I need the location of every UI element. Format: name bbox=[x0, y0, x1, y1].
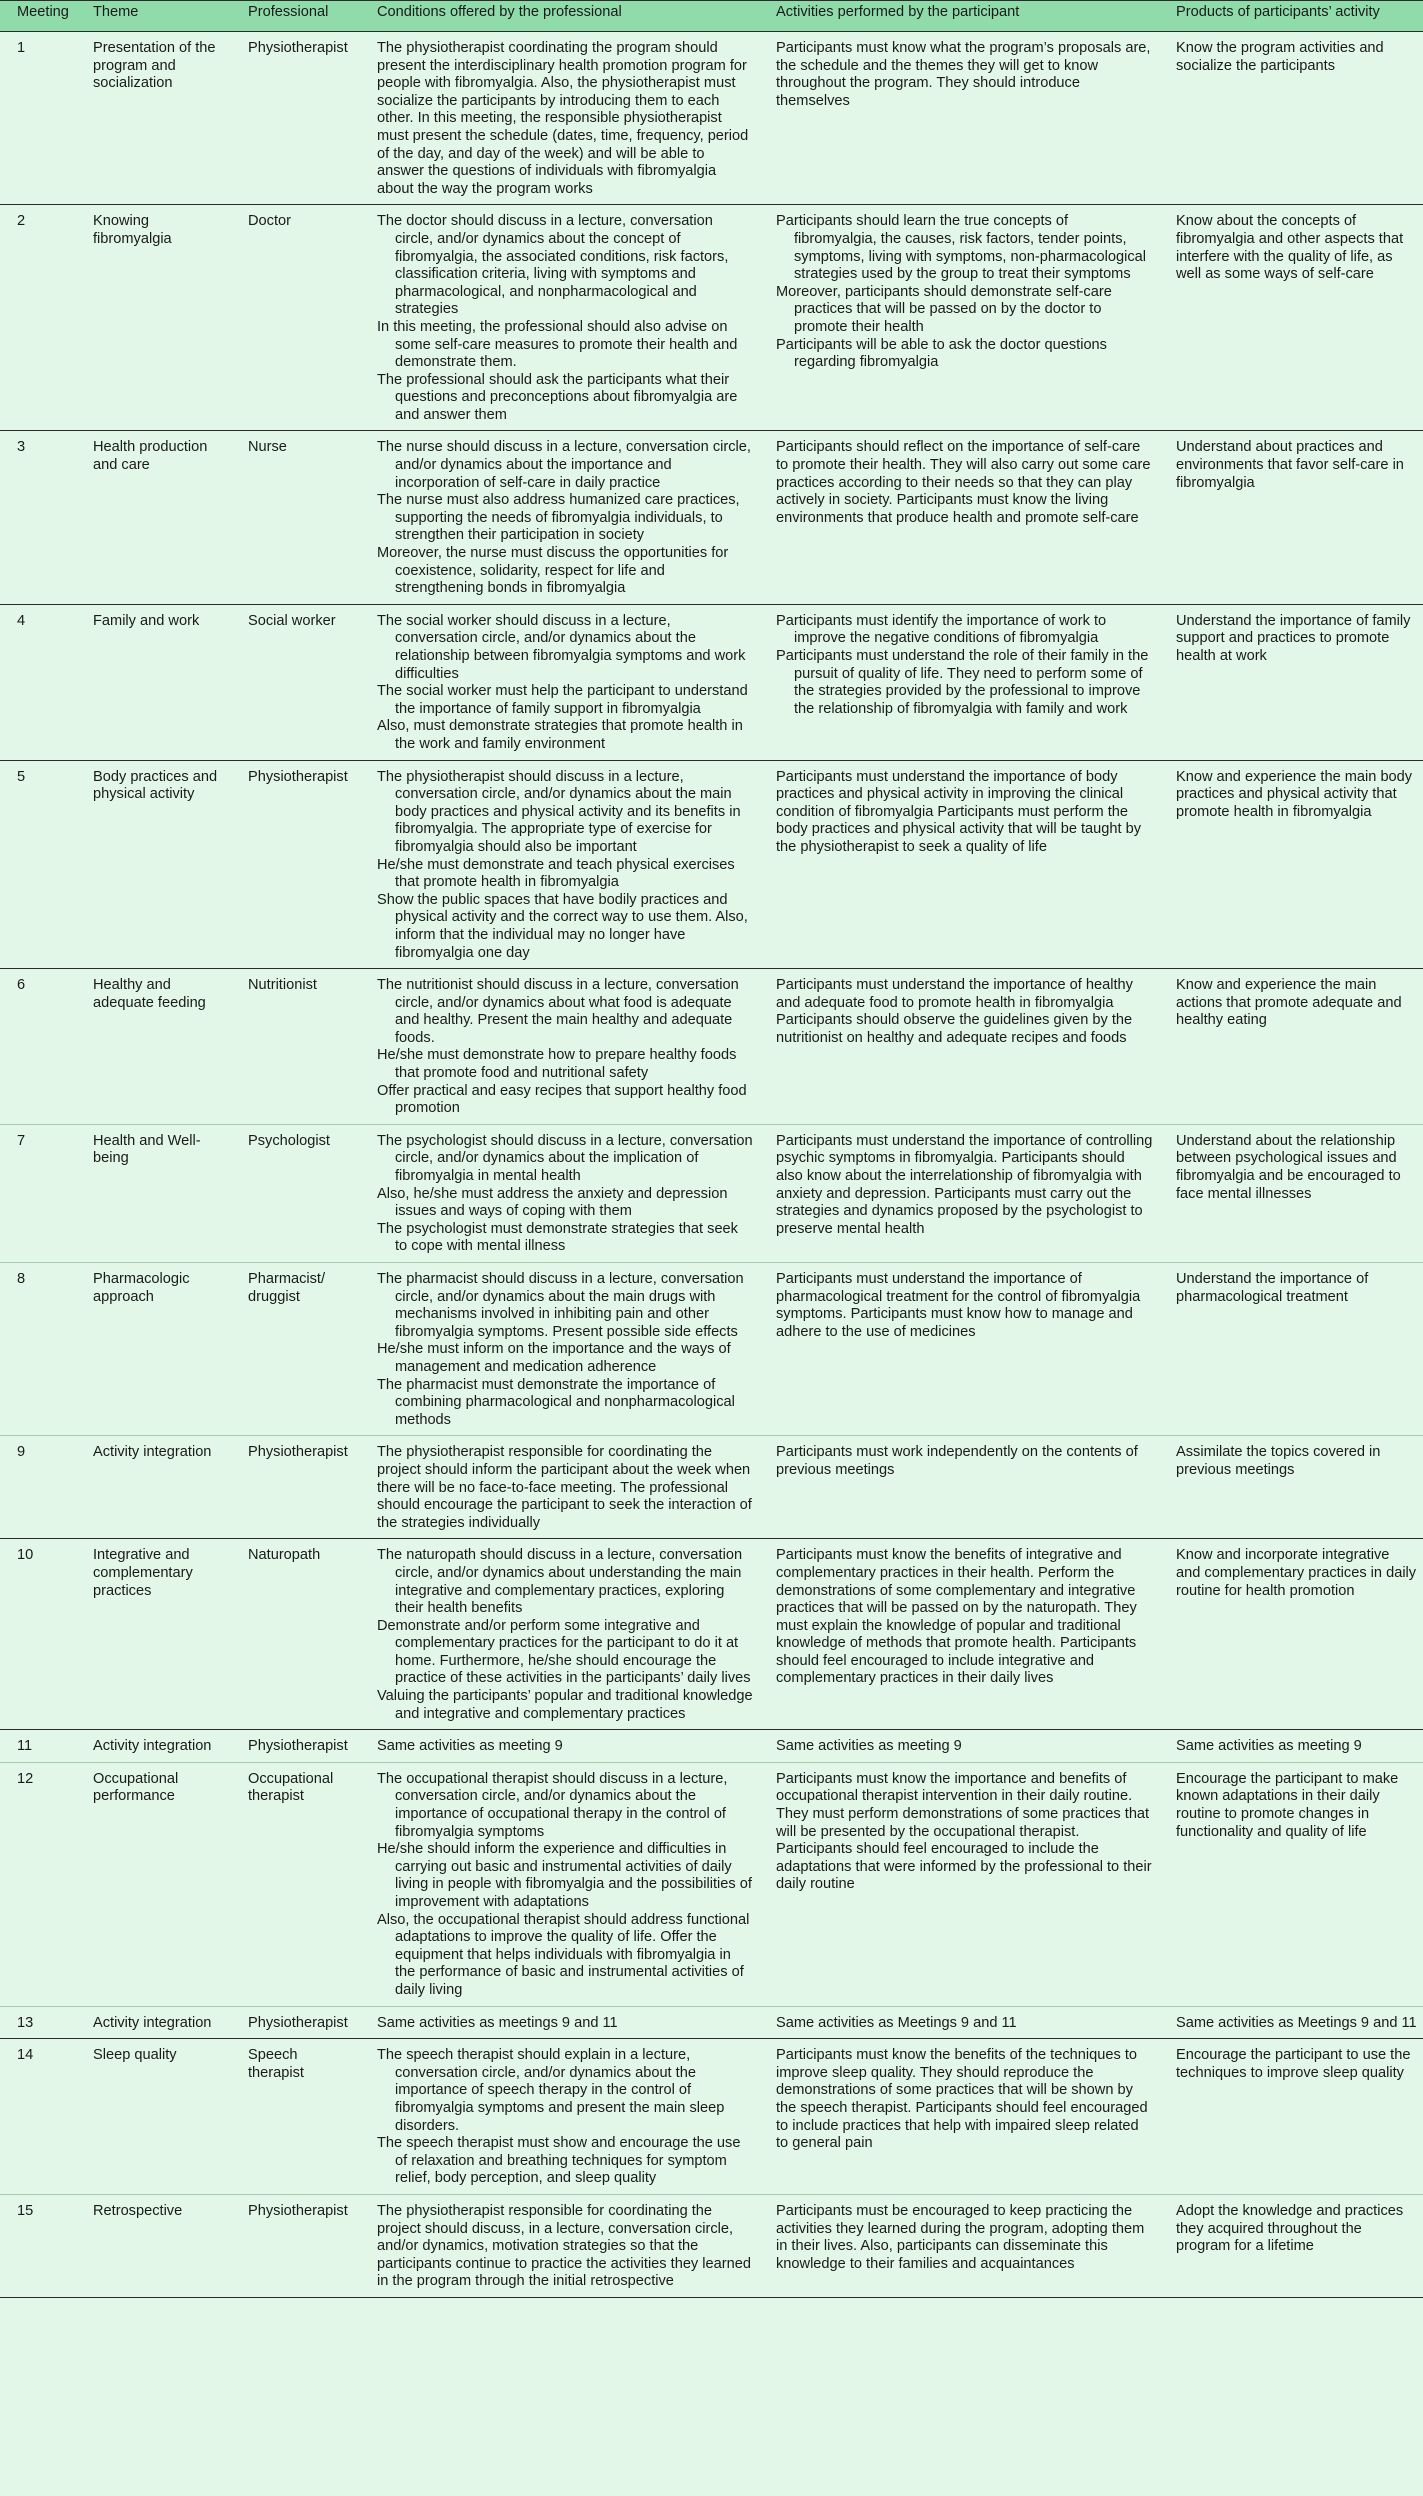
conditions-cell bbox=[360, 1539, 759, 1730]
conditions-cell-paragraph: He/she must demonstrate and teach physical exercises that promote health in fibromyalgia bbox=[377, 856, 735, 891]
products-cell: Encourage the participant to use the techniques to improve sleep quality bbox=[1159, 2039, 1423, 2195]
header-products: Products of participants’ activity bbox=[1159, 1, 1423, 32]
activities-cell bbox=[759, 1539, 1159, 1730]
professional-cell: Physiotherapist bbox=[231, 1436, 360, 1539]
activities-cell-paragraph: Participants must work independently on the contents of previous meetings bbox=[776, 1444, 1138, 1478]
meeting-number: 12 bbox=[0, 1762, 76, 2006]
meeting-number: 8 bbox=[0, 1263, 76, 1436]
meeting-number: 11 bbox=[0, 1730, 76, 1763]
meeting-number: 7 bbox=[0, 1124, 76, 1262]
professional-cell: Speech therapist bbox=[231, 2039, 360, 2195]
conditions-cell bbox=[360, 1730, 759, 1763]
conditions-cell-paragraph: Also, must demonstrate strategies that promote health in the work and family environment bbox=[377, 718, 743, 752]
table-row bbox=[0, 1436, 1423, 1539]
products-cell: Encourage the participant to make known adaptations in their daily routine to promote changes in functionality and quality of life bbox=[1159, 1762, 1423, 2006]
header-conditions: Conditions offered by the professional bbox=[360, 1, 759, 32]
conditions-cell-paragraph: The social worker should discuss in a lecture, conversation circle, and/or dynamics about the relationship between fibromyalgia symptoms and work difficulties bbox=[377, 612, 746, 682]
conditions-cell bbox=[360, 2194, 759, 2297]
theme-cell: Integrative and complementary practices bbox=[76, 1539, 231, 1730]
products-cell: Understand about the relationship between psychological issues and fibromyalgia and be encouraged to face mental illnesses bbox=[1159, 1124, 1423, 1262]
conditions-cell bbox=[360, 32, 759, 205]
header-meeting: Meeting bbox=[0, 1, 76, 32]
conditions-cell-paragraph: Moreover, the nurse must discuss the opportunities for coexistence, solidarity, respect for life and strengthening bonds in fibromyalgia bbox=[377, 545, 729, 597]
conditions-cell-paragraph: The social worker must help the participant to understand the importance of family support in fibromyalgia bbox=[377, 683, 748, 717]
table-row bbox=[0, 1124, 1423, 1262]
table-row bbox=[0, 1539, 1423, 1730]
conditions-cell-paragraph: He/she should inform the experience and difficulties in carrying out basic and instrumental activities of daily living in people with fibromyalgia and the possibilities of improvement with adaptations bbox=[377, 1841, 752, 1910]
products-cell: Know about the concepts of fibromyalgia and other aspects that interfere with the quality of life, as well as some ways of self-care bbox=[1159, 205, 1423, 431]
conditions-cell-paragraph: The speech therapist should explain in a lecture, conversation circle, and/or dynamics about the importance of speech therapy in the control of fibromyalgia symptoms and present the main sleep disorders. bbox=[377, 2047, 725, 2134]
conditions-cell bbox=[360, 2039, 759, 2195]
activities-cell-paragraph: Same activities as meeting 9 bbox=[776, 1738, 962, 1755]
theme-cell: Occupational performance bbox=[76, 1762, 231, 2006]
activities-cell bbox=[759, 32, 1159, 205]
meeting-number: 14 bbox=[0, 2039, 76, 2195]
activities-cell-paragraph: Participants must be encouraged to keep practicing the activities they learned during the program, adopting them in their lives. Also, participants can disseminate this knowledge to their families and acquaintances bbox=[776, 2202, 1145, 2272]
activities-cell bbox=[759, 205, 1159, 431]
professional-cell: Nutritionist bbox=[231, 969, 360, 1125]
theme-cell: Knowing fibromyalgia bbox=[76, 205, 231, 431]
conditions-cell bbox=[360, 1762, 759, 2006]
professional-cell: Psychologist bbox=[231, 1124, 360, 1262]
table-header-row bbox=[0, 1, 1423, 32]
conditions-cell-paragraph: Also, he/she must address the anxiety and depression issues and ways of coping with them bbox=[377, 1185, 728, 1220]
conditions-cell-paragraph: The nurse must also address humanized care practices, supporting the needs of fibromyalgia individuals, to strengthen their participation in society bbox=[377, 492, 740, 544]
meeting-number: 13 bbox=[0, 2006, 76, 2039]
table-row bbox=[0, 32, 1423, 205]
conditions-cell-paragraph: The pharmacist should discuss in a lecture, conversation circle, and/or dynamics about the main drugs with mechanisms involved in inhibiting pain and other fibromyalgia symptoms. Present possible side effects bbox=[377, 1271, 744, 1340]
activities-cell-paragraph: Participants must know the benefits of integrative and complementary practices in their health. Perform the demonstrations of some complementary and integrative practices that will be passed on by the naturopath. They must explain the knowledge of popular and traditional knowledge of methods that promote health. Participants should feel encouraged to include integrative and complementary practices in their daily lives bbox=[776, 1547, 1137, 1687]
meeting-number: 9 bbox=[0, 1436, 76, 1539]
table-row bbox=[0, 2194, 1423, 2297]
meeting-number: 3 bbox=[0, 431, 76, 604]
products-cell: Know and incorporate integrative and complementary practices in daily routine for health promotion bbox=[1159, 1539, 1423, 1730]
theme-cell: Healthy and adequate feeding bbox=[76, 969, 231, 1125]
activities-cell bbox=[759, 1762, 1159, 2006]
conditions-cell-paragraph: The physiotherapist coordinating the program should present the interdisciplinary health promotion program for people with fibromyalgia. Also, the physiotherapist must socialize the participants by introducing them to each other. In this meeting, the responsible physiotherapist must present the schedule (dates, time, frequency, period of the day, and day of the week) and will be able to answer the questions of individuals with fibromyalgia about the way the program works bbox=[377, 40, 749, 197]
table-body bbox=[0, 32, 1423, 2298]
professional-cell: Physiotherapist bbox=[231, 32, 360, 205]
activities-cell-paragraph: Participants must understand the importance of healthy and adequate food to promote health in fibromyalgia Participants should observe the guidelines given by the nutritionist on healthy and adequate recipes and foods bbox=[776, 977, 1133, 1046]
conditions-cell bbox=[360, 1436, 759, 1539]
activities-cell-paragraph: Moreover, participants should demonstrate self-care practices that will be passed on by the doctor to promote their health bbox=[776, 283, 1112, 335]
activities-cell bbox=[759, 1124, 1159, 1262]
conditions-cell-paragraph: Show the public spaces that have bodily practices and physical activity and the correct way to use them. Also, inform that the individual may no longer have fibromyalgia one day bbox=[377, 891, 748, 961]
table-row bbox=[0, 431, 1423, 604]
header-activities: Activities performed by the participant bbox=[759, 1, 1159, 32]
conditions-cell-paragraph: Same activities as meeting 9 bbox=[377, 1738, 563, 1755]
conditions-cell-paragraph: He/she must demonstrate how to prepare healthy foods that promote food and nutritional safety bbox=[377, 1047, 737, 1082]
conditions-cell-paragraph: The professional should ask the participants what their questions and preconceptions about fibromyalgia are and answer them bbox=[377, 371, 738, 423]
professional-cell: Naturopath bbox=[231, 1539, 360, 1730]
conditions-cell-paragraph: Also, the occupational therapist should address functional adaptations to improve the quality of life. Offer the equipment that helps individuals with fibromyalgia in the performance of basic and instrumental activities of daily living bbox=[377, 1911, 750, 1998]
meeting-number: 10 bbox=[0, 1539, 76, 1730]
table-row bbox=[0, 760, 1423, 969]
activities-cell bbox=[759, 1436, 1159, 1539]
conditions-cell bbox=[360, 969, 759, 1125]
activities-cell-paragraph: Participants should reflect on the importance of self-care to promote their health. They will also carry out some care practices according to their needs so that they can play actively in society. Participants must know the living environments that produce health and promote self-care bbox=[776, 439, 1151, 526]
products-cell: Same activities as Meetings 9 and 11 bbox=[1159, 2006, 1423, 2039]
activities-cell-paragraph: Participants must understand the role of their family in the pursuit of quality of life. They need to perform some of the strategies provided by the professional to improve the relationship of fibromyalgia with family and work bbox=[776, 648, 1149, 717]
conditions-cell-paragraph: The doctor should discuss in a lecture, conversation circle, and/or dynamics about the concept of fibromyalgia, the associated conditions, risk factors, classification criteria, living with symptoms and pharmacological, and nonpharmacological and strategies bbox=[377, 213, 729, 318]
theme-cell: Retrospective bbox=[76, 2194, 231, 2297]
table-row bbox=[0, 1263, 1423, 1436]
conditions-cell-paragraph: The nurse should discuss in a lecture, conversation circle, and/or dynamics about the importance and incorporation of self-care in daily practice bbox=[377, 439, 751, 491]
conditions-cell-paragraph: Offer practical and easy recipes that support healthy food promotion bbox=[377, 1082, 747, 1117]
table-row bbox=[0, 205, 1423, 431]
activities-cell bbox=[759, 604, 1159, 760]
conditions-cell-paragraph: The physiotherapist responsible for coordinating the project should discuss, in a lecture, conversation circle, and/or dynamics, motivation strategies so that the participants continue to practice the activities they learned in the program through the initial retrospective bbox=[377, 2202, 751, 2290]
conditions-cell bbox=[360, 205, 759, 431]
theme-cell: Health production and care bbox=[76, 431, 231, 604]
activities-cell-paragraph: Participants must identify the importance of work to improve the negative conditions of fibromyalgia bbox=[776, 612, 1107, 647]
conditions-cell-paragraph: The psychologist should discuss in a lecture, conversation circle, and/or dynamics about the implication of fibromyalgia in mental health bbox=[377, 1132, 753, 1185]
activities-cell-paragraph: Participants must know what the program’s proposals are, the schedule and the themes they will get to know throughout the program. They should introduce themselves bbox=[776, 40, 1151, 109]
table-row bbox=[0, 1762, 1423, 2006]
conditions-cell-paragraph: The speech therapist must show and encourage the use of relaxation and breathing techniques for symptom relief, body perception, and sleep quality bbox=[377, 2135, 741, 2187]
table-row bbox=[0, 2039, 1423, 2195]
conditions-cell bbox=[360, 431, 759, 604]
professional-cell: Nurse bbox=[231, 431, 360, 604]
conditions-cell-paragraph: In this meeting, the professional should also advise on some self-care measures to promote their health and demonstrate them. bbox=[377, 318, 738, 371]
professional-cell: Doctor bbox=[231, 205, 360, 431]
activities-cell-paragraph: Participants will be able to ask the doctor questions regarding fibromyalgia bbox=[776, 336, 1107, 371]
professional-cell: Physiotherapist bbox=[231, 1730, 360, 1763]
products-cell: Assimilate the topics covered in previous meetings bbox=[1159, 1436, 1423, 1539]
conditions-cell-paragraph: The naturopath should discuss in a lecture, conversation circle, and/or dynamics about understanding the main integrative and complementary practices, exploring their health benefits bbox=[377, 1547, 743, 1617]
conditions-cell-paragraph: The psychologist must demonstrate strategies that seek to cope with mental illness bbox=[377, 1220, 738, 1255]
professional-cell: Social worker bbox=[231, 604, 360, 760]
theme-cell: Sleep quality bbox=[76, 2039, 231, 2195]
products-cell: Understand the importance of family support and practices to promote health at work bbox=[1159, 604, 1423, 760]
conditions-cell-paragraph: Same activities as meetings 9 and 11 bbox=[377, 2014, 618, 2031]
activities-cell-paragraph: Same activities as Meetings 9 and 11 bbox=[776, 2014, 1017, 2031]
table-row bbox=[0, 1730, 1423, 1763]
conditions-cell-paragraph: The physiotherapist should discuss in a lecture, conversation circle, and/or dynamics about the main body practices and physical activity and its benefits in fibromyalgia. The appropriate type of exercise for fibromyalgia should also be important bbox=[377, 768, 741, 855]
table-row bbox=[0, 969, 1423, 1125]
activities-cell-paragraph: Participants must understand the importance of pharmacological treatment for the control of fibromyalgia symptoms. Participants must know how to manage and adhere to the use of medicines bbox=[776, 1271, 1141, 1340]
professional-cell: Physiotherapist bbox=[231, 760, 360, 969]
activities-cell-paragraph: Participants must understand the importance of body practices and physical activity in improving the clinical condition of fibromyalgia Participants must perform the body practices and physical activity that will be taught by the physiotherapist to seek a quality of life bbox=[776, 768, 1142, 855]
activities-cell bbox=[759, 1263, 1159, 1436]
conditions-cell bbox=[360, 604, 759, 760]
theme-cell: Health and Well-being bbox=[76, 1124, 231, 1262]
activities-cell bbox=[759, 1730, 1159, 1763]
table-row bbox=[0, 604, 1423, 760]
activities-cell bbox=[759, 969, 1159, 1125]
professional-cell: Physiotherapist bbox=[231, 2194, 360, 2297]
activities-cell-paragraph: Participants must know the importance and benefits of occupational therapist intervention in their daily routine. They must perform demonstrations of some practices that will be presented by the occupational therapist. Participants should feel encouraged to include the adaptations that were informed by the professional to their daily routine bbox=[776, 1770, 1152, 1893]
activities-cell-paragraph: Participants must know the benefits of the techniques to improve sleep quality. They should reproduce the demonstrations of some practices that will be shown by the speech therapist. Participants should feel encouraged to include practices that help with impaired sleep related to general pain bbox=[776, 2047, 1148, 2152]
products-cell: Same activities as meeting 9 bbox=[1159, 1730, 1423, 1763]
meeting-number: 4 bbox=[0, 604, 76, 760]
activities-cell bbox=[759, 2039, 1159, 2195]
conditions-cell-paragraph: The pharmacist must demonstrate the importance of combining pharmacological and nonpharmacological methods bbox=[377, 1376, 735, 1428]
activities-cell-paragraph: Participants should learn the true concepts of fibromyalgia, the causes, risk factors, tender points, symptoms, living with symptoms, non-pharmacological strategies used by the group to treat their symptoms bbox=[776, 213, 1146, 283]
products-cell: Understand the importance of pharmacological treatment bbox=[1159, 1263, 1423, 1436]
conditions-cell-paragraph: The occupational therapist should discuss in a lecture, conversation circle, and/or dynamics about the importance of occupational therapy in the control of fibromyalgia symptoms bbox=[377, 1770, 728, 1840]
products-cell: Adopt the knowledge and practices they acquired throughout the program for a lifetime bbox=[1159, 2194, 1423, 2297]
conditions-cell-paragraph: Demonstrate and/or perform some integrative and complementary practices for the participant to do it at home. Furthermore, he/she should encourage the practice of these activities in the participants’ daily lives bbox=[377, 1617, 751, 1687]
activities-cell-paragraph: Participants must understand the importance of controlling psychic symptoms in fibromyalgia. Participants should also know about the interrelationship of fibromyalgia with anxiety and depression. Participants must carry out the strategies and dynamics proposed by the psychologist to preserve mental health bbox=[776, 1132, 1153, 1237]
activities-cell bbox=[759, 2006, 1159, 2039]
activities-cell bbox=[759, 2194, 1159, 2297]
activities-cell bbox=[759, 760, 1159, 969]
header-theme: Theme bbox=[76, 1, 231, 32]
meeting-number: 15 bbox=[0, 2194, 76, 2297]
theme-cell: Activity integration bbox=[76, 2006, 231, 2039]
activities-cell bbox=[759, 431, 1159, 604]
conditions-cell-paragraph: He/she must inform on the importance and the ways of management and medication adherence bbox=[377, 1341, 731, 1375]
theme-cell: Presentation of the program and socialization bbox=[76, 32, 231, 205]
products-cell: Know and experience the main body practices and physical activity that promote health in fibromyalgia bbox=[1159, 760, 1423, 969]
meeting-number: 6 bbox=[0, 969, 76, 1125]
professional-cell: Pharmacist/ druggist bbox=[231, 1263, 360, 1436]
conditions-cell bbox=[360, 1263, 759, 1436]
theme-cell: Activity integration bbox=[76, 1730, 231, 1763]
conditions-cell bbox=[360, 760, 759, 969]
theme-cell: Body practices and physical activity bbox=[76, 760, 231, 969]
table-row bbox=[0, 2006, 1423, 2039]
conditions-cell-paragraph: Valuing the participants’ popular and traditional knowledge and integrative and complementary practices bbox=[377, 1688, 753, 1722]
conditions-cell bbox=[360, 1124, 759, 1262]
products-cell: Know the program activities and socialize the participants bbox=[1159, 32, 1423, 205]
theme-cell: Activity integration bbox=[76, 1436, 231, 1539]
meeting-number: 5 bbox=[0, 760, 76, 969]
professional-cell: Physiotherapist bbox=[231, 2006, 360, 2039]
professional-cell: Occupational therapist bbox=[231, 1762, 360, 2006]
theme-cell: Family and work bbox=[76, 604, 231, 760]
meeting-number: 1 bbox=[0, 32, 76, 205]
products-cell: Know and experience the main actions that promote adequate and healthy eating bbox=[1159, 969, 1423, 1125]
theme-cell: Pharmacologic approach bbox=[76, 1263, 231, 1436]
conditions-cell-paragraph: The physiotherapist responsible for coordinating the project should inform the participant about the week when there will be no face-to-face meeting. The professional should encourage the participant to seek the interaction of the strategies individually bbox=[377, 1444, 752, 1531]
meeting-number: 2 bbox=[0, 205, 76, 431]
header-professional: Professional bbox=[231, 1, 360, 32]
conditions-cell-paragraph: The nutritionist should discuss in a lecture, conversation circle, and/or dynamics about what food is adequate and healthy. Present the main healthy and adequate foods. bbox=[377, 977, 739, 1046]
products-cell: Understand about practices and environments that favor self-care in fibromyalgia bbox=[1159, 431, 1423, 604]
conditions-cell bbox=[360, 2006, 759, 2039]
